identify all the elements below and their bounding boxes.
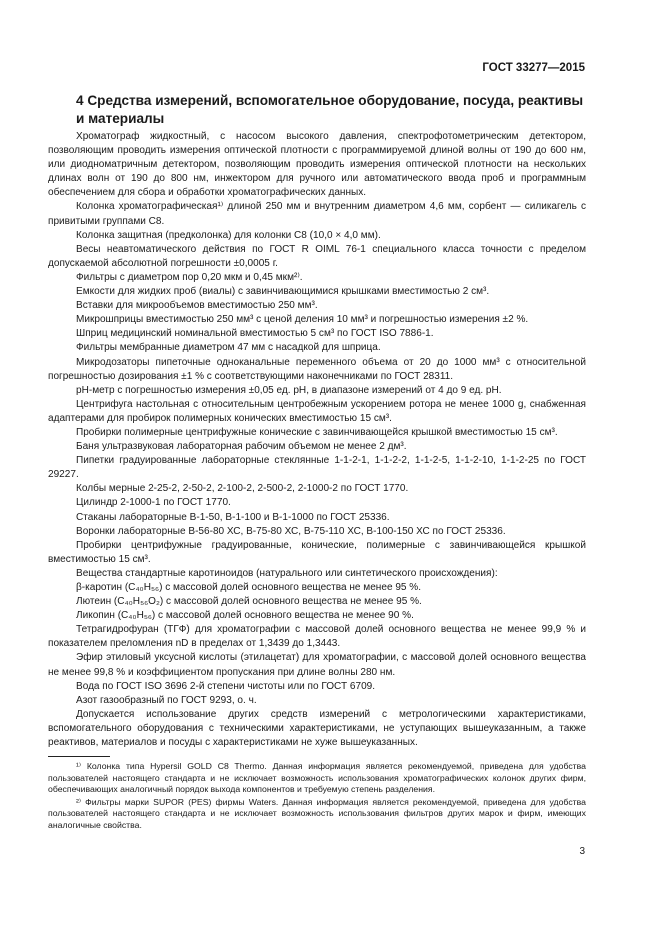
paragraph: Допускается использование других средств измерений с метрологическими характеристиками, вспомогательного оборудования с техническими характеристиками, не уступающих вышеуказанным, а также реактивов, материалов и посуды с характеристиками не хуже вышеуказанных. — [48, 708, 586, 749]
paragraph: Азот газообразный по ГОСТ 9293, о. ч. — [76, 694, 257, 706]
paragraph: Вставки для микрообъемов вместимостью 250 мм³. — [76, 300, 318, 312]
footnote: ¹⁾ Колонка типа Hypersil GOLD C8 Thermo. Данная информация является рекомендуемой, приведена для удобства пользователей настоящего стандарта и не исключает возможность использования хроматографических колонок других фирм, обеспечивающих аналогичный порядок выхода компонентов и требуемую степень разделения. — [48, 761, 586, 794]
paragraph: Ликопин (C₄₀H₅₆) с массовой долей основного вещества не менее 90 %. — [76, 610, 414, 622]
paragraph: Пипетки градуированные лабораторные стеклянные 1-1-2-1, 1-1-2-2, 1-1-2-5, 1-1-2-10, 1-1-2-25 по ГОСТ 29227. — [48, 455, 586, 481]
paragraph: Эфир этиловый уксусной кислоты (этилацетат) для хроматографии, с массовой долей основного вещества не менее 99,8 % и коэффициентом пропускания при длине волны 280 нм. — [48, 652, 586, 678]
footnote-separator — [48, 756, 110, 757]
paragraph: Лютеин (C₄₀H₅₆O₂) с массовой долей основного вещества не менее 95 %. — [76, 596, 422, 608]
paragraph: Фильтры мембранные диаметром 47 мм с насадкой для шприца. — [76, 342, 381, 354]
paragraph: Тетрагидрофуран (ТГФ) для хроматографии с массовой долей основного вещества не менее 99,9 % и показателем преломления nD в пределах от 1,3439 до 1,3443. — [48, 624, 586, 650]
paragraph: Весы неавтоматического действия по ГОСТ R OIML 76-1 специального класса точности с пределом допускаемой абсолютной погрешности ±0,0005 г. — [48, 243, 586, 269]
paragraph: Вещества стандартные каротиноидов (натурального или синтетического происхождения): — [76, 567, 498, 579]
section-body — [48, 130, 586, 750]
paragraph: Пробирки полимерные центрифужные конические с завинчивающейся крышкой вместимостью 15 см³. — [76, 426, 558, 438]
paragraph: Емкости для жидких проб (виалы) с завинчивающимися крышками вместимостью 2 см³. — [76, 286, 490, 298]
paragraph: Микродозаторы пипеточные одноканальные переменного объема от 20 до 1000 мм³ с относительной погрешностью дозирования ±1 % с соответствующими наконечниками по ГОСТ 28311. — [48, 356, 586, 382]
paragraph: Колонка хроматографическая¹⁾ длиной 250 мм и внутренним диаметром 4,6 мм, сорбент — силикагель с привитыми группами С8. — [48, 201, 586, 227]
standard-code: ГОСТ 33277—2015 — [482, 62, 585, 74]
paragraph: β-каротин (C₄₀H₅₆) с массовой долей основного вещества не менее 95 %. — [76, 582, 422, 593]
paragraph: Хроматограф жидкостный, с насосом высокого давления, спектрофотометрическим детектором, позволяющим проводить измерения оптической плотности с программируемой длиной волны от 190 до 600 нм, или диодноматричным детектором, позволяющим проводить измерения оптической плотности на нескольких длинах волн от 190 до 800 нм, инжектором для ручного или автоматического ввода проб и программным обеспечением для сбора и обработки хроматографических данных. — [48, 131, 586, 199]
paragraph: Микрошприцы вместимостью 250 мм³ с ценой деления 10 мм³ и погрешностью измерения ±2 %. — [76, 314, 529, 326]
paragraph: Колонка защитная (предколонка) для колонки С8 (10,0 × 4,0 мм). — [76, 229, 381, 241]
paragraph: Воронки лабораторные В-56-80 ХС, В-75-80 ХС, В-75-110 ХС, В-100-150 ХС по ГОСТ 25336. — [76, 525, 506, 537]
paragraph: Вода по ГОСТ ISO 3696 2-й степени чистоты или по ГОСТ 6709. — [76, 680, 376, 692]
paragraph: pH-метр с погрешностью измерения ±0,05 ед. pH, в диапазоне измерений от 4 до 9 ед. pH. — [76, 384, 502, 396]
page-number: 3 — [579, 846, 585, 857]
paragraph: Шприц медицинский номинальной вместимостью 5 см³ по ГОСТ ISO 7886-1. — [76, 328, 434, 340]
paragraph: Колбы мерные 2-25-2, 2-50-2, 2-100-2, 2-500-2, 2-1000-2 по ГОСТ 1770. — [76, 483, 409, 495]
paragraph: Фильтры с диаметром пор 0,20 мкм и 0,45 мкм²⁾. — [76, 271, 303, 283]
footnote: ²⁾ Фильтры марки SUPOR (PES) фирмы Waters. Данная информация является рекомендуемой, приведена для удобства пользователей настоящего стандарта и не исключает возможность использования фильтров других марок и фирм, имеющих аналогичные свойства. — [48, 796, 586, 830]
section-title: 4 Средства измерений, вспомогательное оборудование, посуда, реактивы и материалы — [76, 93, 584, 126]
paragraph: Цилиндр 2-1000-1 по ГОСТ 1770. — [76, 497, 231, 509]
paragraph: Пробирки центрифужные градуированные, конические, полимерные с завинчивающейся крышкой вместимостью 15 см³. — [48, 539, 586, 565]
footnotes — [48, 761, 586, 832]
paragraph: Баня ультразвуковая лабораторная рабочим объемом не менее 2 дм³. — [76, 441, 407, 453]
paragraph: Центрифуга настольная с относительным центробежным ускорением ротора не менее 1000 g, снабженная адаптерами для пробирок полимерных конических вместимостью 15 см³. — [48, 398, 586, 424]
paragraph: Стаканы лабораторные В-1-50, В-1-100 и В-1-1000 по ГОСТ 25336. — [76, 511, 390, 523]
